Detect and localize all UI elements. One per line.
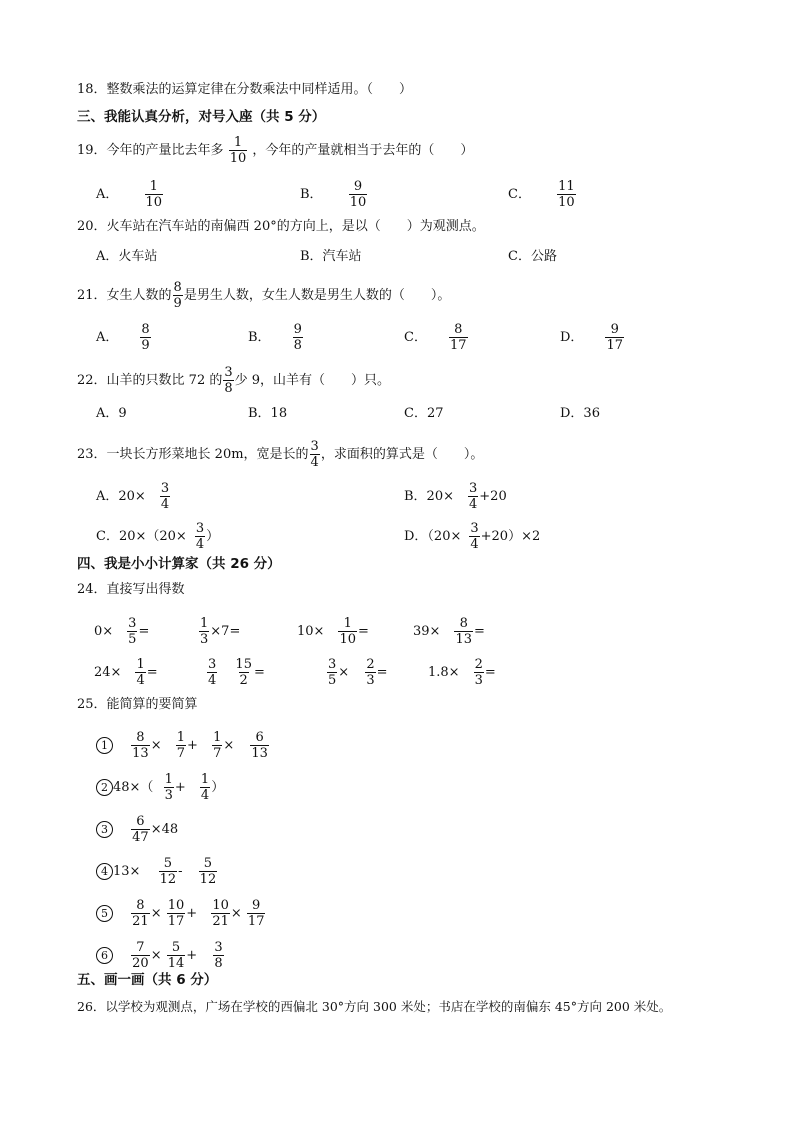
q23-option-d[interactable]: D．（20× $\frac{3}{4}$ +20）×2 (404, 521, 541, 552)
fraction: $\frac{6}{13}$ (251, 730, 268, 761)
q25-expr-4: 4 13× $\frac{5}{12}$ - $\frac{5}{12}$ (96, 857, 218, 886)
q19-option-b[interactable]: B． $\frac{9}{10}$ (300, 179, 367, 210)
q24-item-5: 24× $\frac{1}{4}$ = (94, 657, 158, 688)
q25-expr-5: 5 $\frac{8}{21}$ × $\frac{10}{17}$ + $\frac{10}{21}$ × $\frac{9}{17}$ (96, 899, 266, 928)
fraction: $\frac{3}{4}$ (160, 481, 170, 512)
fraction: $\frac{10}{17}$ (167, 898, 185, 929)
circle-number: 2 (96, 779, 113, 796)
fraction: $\frac{3}{4}$ (469, 481, 478, 512)
question-23: 23．一块长方形菜地长 20m，宽是长的 $\frac{3}{4}$ ，求面积的算式是（ ）。 (77, 439, 484, 470)
circle-number: 1 (96, 737, 113, 754)
circle-number: 3 (96, 821, 113, 838)
fraction: $\frac{5}{12}$ (159, 856, 177, 887)
fraction: $\frac{7}{20}$ (132, 940, 149, 971)
question-26: 26．以学校为观测点，广场在学校的西偏北 30°方向 300 米处；书店在学校的南偏东 45°方向 200 米处。 (77, 999, 672, 1014)
fraction: $\frac{2}{3}$ (474, 657, 483, 688)
circle-number: 4 (96, 863, 113, 880)
q20-option-c[interactable]: C．公路 (508, 249, 557, 264)
fraction: $\frac{3}{8}$ (224, 365, 233, 396)
question-25: 25．能简算的要简算 (77, 697, 198, 712)
fraction: $\frac{6}{47}$ (132, 814, 149, 845)
q22-option-a[interactable]: A．9 (96, 406, 127, 421)
fraction: $\frac{8}{13}$ (132, 730, 149, 761)
q24-item-7: $\frac{3}{5}$ × $\frac{2}{3}$ = (328, 657, 388, 688)
question-21: 21．女生人数的 $\frac{8}{9}$ 是男生人数，女生人数是男生人数的（ ）。 (77, 280, 451, 311)
q24-item-4: 39× $\frac{8}{13}$ = (413, 616, 485, 647)
q20-option-b[interactable]: B．汽车站 (300, 249, 362, 264)
fraction: $\frac{8}{9}$ (141, 322, 150, 353)
fraction: $\frac{8}{17}$ (449, 322, 467, 353)
circle-number: 6 (96, 947, 113, 964)
q19-option-a[interactable]: A． $\frac{1}{10}$ (96, 179, 163, 210)
q22-option-b[interactable]: B．18 (248, 406, 288, 421)
fraction: $\frac{9}{10}$ (349, 179, 367, 210)
q24-item-1: 0× $\frac{3}{5}$ = (94, 616, 150, 647)
fraction: $\frac{3}{4}$ (208, 657, 217, 688)
circle-number: 5 (96, 905, 113, 922)
q24-item-3: 10× $\frac{1}{10}$ = (297, 616, 369, 647)
q21-option-b[interactable]: B． $\frac{9}{8}$ (248, 322, 302, 353)
fraction: $\frac{10}{21}$ (212, 898, 229, 929)
fraction: $\frac{1}{10}$ (339, 616, 356, 647)
q21-option-d[interactable]: D． $\frac{9}{17}$ (560, 322, 623, 353)
q21-option-a[interactable]: A． $\frac{8}{9}$ (96, 322, 150, 353)
fraction: $\frac{1}{4}$ (136, 657, 145, 688)
question-18: 18．整数乘法的运算定律在分数乘法中同样适用。（ ） (77, 82, 413, 97)
q24-item-8: 1.8× $\frac{2}{3}$ = (428, 657, 496, 688)
section-4-title: 四、我是小小计算家（共 26 分） (77, 556, 281, 572)
fraction: $\frac{11}{10}$ (558, 179, 575, 210)
q23-option-c[interactable]: C．20×（20× $\frac{3}{4}$ ） (96, 521, 220, 552)
fraction: $\frac{3}{4}$ (195, 521, 205, 552)
question-24: 24．直接写出得数 (77, 582, 185, 597)
fraction: $\frac{8}{9}$ (173, 280, 182, 311)
q24-item-2: $\frac{1}{3}$ ×7= (200, 616, 241, 647)
fraction: $\frac{9}{17}$ (247, 898, 265, 929)
fraction: $\frac{3}{4}$ (310, 439, 319, 470)
fraction: $\frac{3}{8}$ (214, 940, 223, 971)
fraction: $\frac{2}{3}$ (366, 657, 375, 688)
fraction: $\frac{5}{12}$ (199, 856, 217, 887)
fraction: $\frac{15}{2}$ (235, 657, 252, 688)
fraction: $\frac{8}{13}$ (455, 616, 472, 647)
fraction: $\frac{8}{21}$ (132, 898, 149, 929)
q24-item-6: $\frac{3}{4}$ $\frac{15}{2}$ = (208, 657, 265, 688)
fraction: $\frac{3}{5}$ (128, 616, 137, 647)
fraction: $\frac{9}{17}$ (606, 322, 623, 353)
fraction: $\frac{1}{10}$ (145, 179, 163, 210)
fraction: $\frac{9}{8}$ (293, 322, 302, 353)
q23-option-a[interactable]: A．20× $\frac{3}{4}$ (96, 481, 170, 512)
q22-option-d[interactable]: D．36 (560, 406, 600, 421)
q25-expr-3: 3 $\frac{6}{47}$ ×48 (96, 815, 178, 844)
question-20: 20．火车站在汽车站的南偏西 20°的方向上，是以（ ）为观测点。 (77, 219, 485, 234)
question-22: 22．山羊的只数比 72 的 $\frac{3}{8}$ 少 9，山羊有（ ）只。 (77, 365, 391, 396)
fraction: $\frac{1}{7}$ (213, 730, 222, 761)
q21-option-c[interactable]: C． $\frac{8}{17}$ (404, 322, 467, 353)
q19-option-c[interactable]: C． $\frac{11}{10}$ (508, 179, 575, 210)
fraction: $\frac{1}{4}$ (200, 772, 210, 803)
section-3-title: 三、我能认真分析，对号入座（共 5 分） (77, 109, 326, 125)
fraction: $\frac{1}{3}$ (164, 772, 173, 803)
fraction: $\frac{3}{5}$ (328, 657, 337, 688)
q20-option-a[interactable]: A．火车站 (96, 249, 158, 264)
fraction: $\frac{1}{7}$ (176, 730, 186, 761)
fraction: $\frac{1}{10}$ (229, 135, 247, 166)
fraction: $\frac{5}{14}$ (167, 940, 185, 971)
fraction: $\frac{3}{4}$ (470, 521, 479, 552)
q25-expr-1: 1 $\frac{8}{13}$ × $\frac{1}{7}$ + $\frac{1}{7}$ × $\frac{6}{13}$ (96, 731, 270, 760)
section-5-title: 五、画一画（共 6 分） (77, 972, 218, 988)
question-19: 19．今年的产量比去年多 $\frac{1}{10}$ ，今年的产量就相当于去年的（ ） (77, 135, 474, 166)
q22-option-c[interactable]: C．27 (404, 406, 444, 421)
q25-expr-6: 6 $\frac{7}{20}$ × $\frac{5}{14}$ + $\frac{3}{8}$ (96, 941, 225, 970)
q23-option-b[interactable]: B．20× $\frac{3}{4}$ +20 (404, 481, 507, 512)
q25-expr-2: 2 48×（ $\frac{1}{3}$ + $\frac{1}{4}$ ） (96, 773, 224, 802)
fraction: $\frac{1}{3}$ (200, 616, 209, 647)
